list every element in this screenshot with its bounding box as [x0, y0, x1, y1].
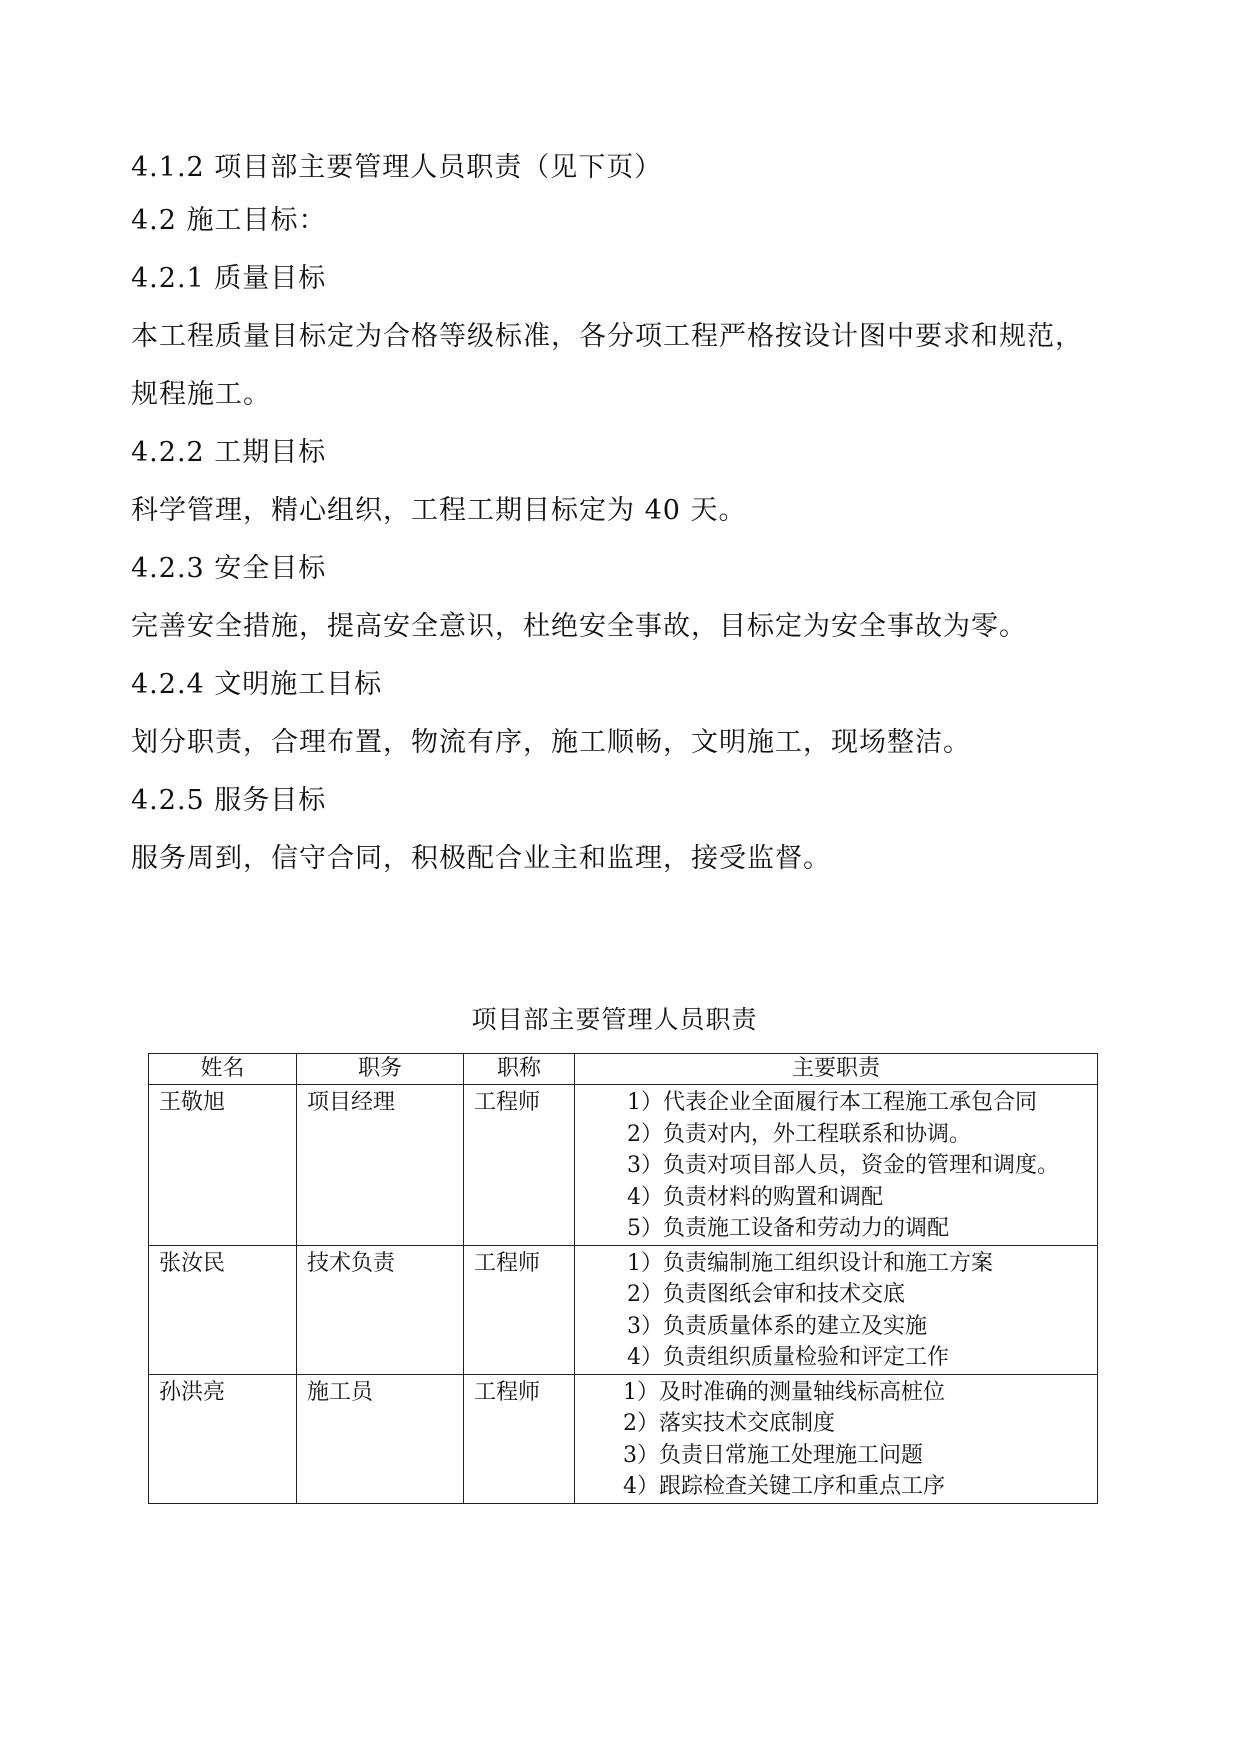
- table-header-row: [149, 1054, 1098, 1085]
- table-row: [149, 1374, 1098, 1503]
- duty-item: 2）负责图纸会审和技术交底: [627, 1282, 905, 1307]
- duty-item: 4）负责材料的购置和调配: [627, 1184, 883, 1210]
- header-name: 姓名: [149, 1054, 297, 1085]
- cell-post: 施工员: [297, 1374, 464, 1503]
- header-post: 职务: [297, 1054, 464, 1085]
- quality-goal-text-line2: 规程施工。: [131, 379, 271, 410]
- duty-item: 3）负责日常施工处理施工问题: [623, 1442, 923, 1468]
- duty-item: 1）负责编制施工组织设计和施工方案: [627, 1250, 993, 1276]
- section-heading-4-2-5: 4.2.5 服务目标: [131, 785, 327, 816]
- section-heading-4-1-2: 4.1.2 项目部主要管理人员职责（见下页）: [131, 152, 663, 183]
- table-row: [149, 1085, 1098, 1246]
- section-heading-4-2-4: 4.2.4 文明施工目标: [131, 669, 383, 700]
- table-title: 项目部主要管理人员职责: [471, 1005, 758, 1034]
- safety-goal-text: 完善安全措施，提高安全意识，杜绝安全事故，目标定为安全事故为零。: [131, 611, 1027, 642]
- staff-duty-table: [148, 1053, 1098, 1504]
- cell-title: 工程师: [464, 1245, 575, 1374]
- section-heading-4-2-2: 4.2.2 工期目标: [131, 437, 327, 468]
- duty-item: 1）代表企业全面履行本工程施工承包合同: [627, 1090, 1037, 1115]
- service-goal-text: 服务周到，信守合同，积极配合业主和监理，接受监督。: [131, 843, 831, 874]
- cell-duties: [575, 1374, 1098, 1503]
- cell-title: 工程师: [464, 1085, 575, 1246]
- cell-name: 王敬旭: [149, 1085, 297, 1246]
- duty-list: [585, 1087, 1087, 1245]
- cell-title: 工程师: [464, 1374, 575, 1503]
- duty-item: 1）及时准确的测量轴线标高桩位: [623, 1379, 945, 1405]
- duty-list: [585, 1377, 1087, 1503]
- section-heading-4-2-1: 4.2.1 质量目标: [131, 263, 327, 294]
- civilized-goal-text: 划分职责，合理布置，物流有序，施工顺畅，文明施工，现场整洁。: [131, 727, 971, 758]
- quality-goal-text-line1: 本工程质量目标定为合格等级标准，各分项工程严格按设计图中要求和规范，: [131, 321, 1083, 352]
- section-heading-4-2: 4.2 施工目标：: [131, 205, 327, 236]
- cell-post: 技术负责: [297, 1245, 464, 1374]
- cell-name: 张汝民: [149, 1245, 297, 1374]
- cell-post: 项目经理: [297, 1085, 464, 1246]
- duty-item: 2）负责对内，外工程联系和协调。: [627, 1121, 971, 1147]
- header-duties: 主要职责: [575, 1054, 1098, 1085]
- duty-item: 5）负责施工设备和劳动力的调配: [627, 1216, 949, 1241]
- duty-item: 3）负责对项目部人员，资金的管理和调度。: [627, 1153, 1059, 1178]
- schedule-goal-text: 科学管理，精心组织，工程工期目标定为 40 天。: [131, 495, 747, 526]
- duty-item: 4）跟踪检查关键工序和重点工序: [623, 1474, 945, 1499]
- table-row: [149, 1245, 1098, 1374]
- duty-list: [585, 1248, 1087, 1374]
- duty-item: 3）负责质量体系的建立及实施: [627, 1313, 927, 1339]
- cell-duties: [575, 1085, 1098, 1246]
- cell-name: 孙洪亮: [149, 1374, 297, 1503]
- section-heading-4-2-3: 4.2.3 安全目标: [131, 553, 327, 584]
- cell-duties: [575, 1245, 1098, 1374]
- duty-item: 4）负责组织质量检验和评定工作: [627, 1345, 949, 1370]
- duty-item: 2）落实技术交底制度: [623, 1411, 835, 1436]
- header-title: 职称: [464, 1054, 575, 1085]
